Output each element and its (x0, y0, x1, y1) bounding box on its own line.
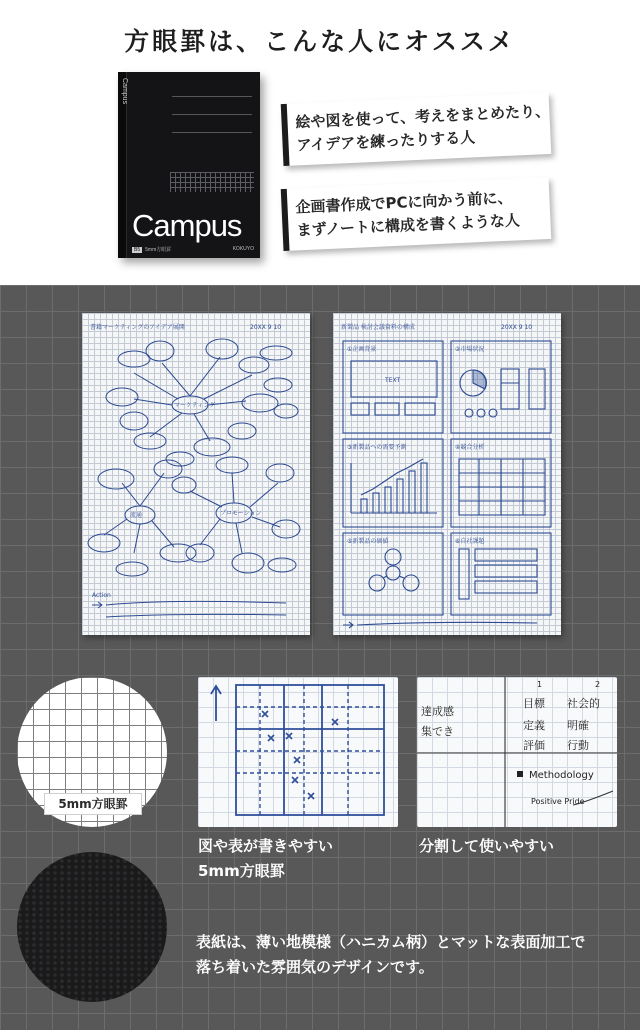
ruler-number: 2 (595, 680, 601, 689)
split-notes-drawing (417, 677, 617, 827)
notebook-cover-image (118, 72, 260, 258)
panel-label: ⑥自社課題 (455, 538, 485, 545)
notebook-spine-text: Campus (121, 78, 128, 105)
notebook-grid-pattern (170, 172, 254, 192)
callout-accent-bar (281, 104, 290, 166)
sheet-action-label: Action (92, 592, 111, 599)
callout-accent-bar (281, 189, 290, 251)
intro-section (0, 0, 640, 285)
mindmap-node: 流通 (130, 512, 143, 519)
mindmap-node: マーケティング (174, 402, 216, 409)
sheet-date: 20XX 9 10 (501, 324, 533, 331)
notebook-size-badge: B5 (134, 247, 141, 253)
sheet-title: 書籍マーケティングのアイデア展開 (90, 324, 185, 331)
panel-label: ③新製品への需要予測 (347, 444, 407, 451)
notes-row-label: 定義 (523, 719, 545, 732)
notes-row-value: 行動 (567, 739, 589, 752)
mindmap-drawing (82, 313, 310, 635)
ruler-number: 1 (537, 680, 543, 689)
notebook-title-line (172, 132, 252, 133)
panel-label: ①企画背景 (347, 346, 377, 353)
cover-texture-closeup-image (17, 852, 167, 1002)
sheet-title: 新製品 検討会議資料の構成 (341, 324, 415, 331)
notebook-meta (132, 246, 171, 253)
notes-row-label: 評価 (523, 739, 545, 752)
caption-line: 表紙は、薄い地模様（ハニカム柄）とマットな表面加工で (196, 933, 586, 951)
callout-note-2 (281, 177, 552, 251)
notes-row-label: 目標 (523, 697, 545, 710)
caption-line: 落ち着いた雰囲気のデザインです。 (196, 958, 434, 976)
notes-row-value: 社会的 (567, 697, 600, 710)
callout-line: 絵や図を使って、考えをまとめたり、 (295, 101, 551, 132)
page-headline: 方眼罫は、こんな人にオススメ (124, 27, 516, 56)
notebook-title-line (172, 114, 252, 115)
layout-drawing (333, 313, 561, 635)
notes-annotation: Positive Pride (531, 797, 585, 806)
mindmap-node: プロモーション (220, 510, 262, 517)
callout-line: 企画書作成でPCに向かう前に、 (295, 188, 513, 217)
callout-note-1 (281, 92, 552, 166)
notes-heading: Methodology (529, 770, 594, 781)
notebook-logo: Campus (132, 208, 242, 243)
grid-sketch-photo (198, 677, 398, 827)
panel-label: ②市場状況 (455, 346, 485, 353)
layout-sheet-image (333, 313, 561, 635)
mindmap-sheet-image (82, 313, 310, 635)
sheet-date: 20XX 9 10 (250, 324, 282, 331)
caption-line: 図や表が書きやすい (198, 837, 334, 855)
grid-closeup-label: 5mm方眼罫 (44, 793, 142, 815)
notes-row-value: 明確 (567, 719, 589, 732)
grid-sketch-drawing (198, 677, 398, 827)
callout-line: まずノートに構成を書くような人 (296, 211, 521, 240)
caption-grid (198, 834, 333, 884)
notebook-title-line (172, 96, 252, 97)
notebook-ruling: 5mm方眼罫 (145, 247, 172, 253)
split-notes-photo (417, 677, 617, 827)
panel-label: ⑤新製品の価値 (347, 538, 389, 545)
notes-left-line: 達成感 (421, 705, 454, 718)
caption-cover (196, 930, 585, 980)
panel-text-box: TEXT (385, 377, 401, 384)
caption-split: 分割して使いやすい (419, 837, 555, 855)
notebook-brand: KOKUYO (232, 246, 254, 252)
caption-line: 5mm方眼罫 (198, 862, 285, 880)
notes-left-line: 集でき (421, 725, 454, 738)
panel-label: ④競合分析 (455, 444, 485, 451)
callout-line: アイデアを練ったりする人 (296, 128, 476, 155)
